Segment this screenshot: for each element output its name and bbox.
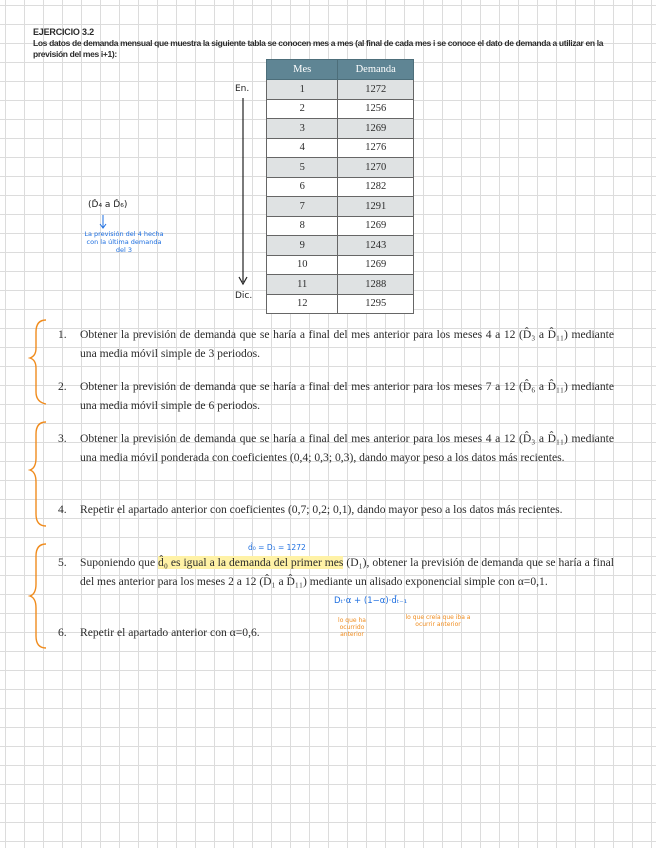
table-row	[267, 197, 414, 217]
question-text: Repetir el apartado anterior con coeficientes (0,7; 0,2; 0,1), dando mayor peso a los datos más recientes.	[80, 503, 563, 516]
down-arrow-icon	[236, 96, 250, 288]
exercise-title: EJERCICIO 3.2	[33, 27, 94, 37]
table-row	[267, 177, 414, 197]
table-header-row	[267, 60, 414, 80]
question-number: 4.	[58, 503, 67, 516]
exercise-header	[33, 27, 633, 59]
question-text	[80, 553, 614, 591]
annotation-dic: Dic.	[235, 291, 253, 301]
table-row	[267, 119, 414, 139]
month-cell: 2	[267, 99, 338, 119]
table-row	[267, 255, 414, 275]
annotation-orange-note-2: lo que creía que iba a ocurrir anterior	[405, 614, 471, 628]
month-cell: 6	[267, 177, 338, 197]
table-row	[267, 294, 414, 314]
demand-cell: 1282	[338, 177, 414, 197]
demand-cell: 1295	[338, 294, 414, 314]
demand-cell: 1276	[338, 138, 414, 158]
demand-cell: 1256	[338, 99, 414, 119]
question-text: Obtener la previsión de demanda que se haría a final del mes anterior para los meses 7 a 12 (D̂₆ a D̂₁₁) mediante una media móvil simple de 6 periodos.	[80, 380, 614, 412]
month-cell: 10	[267, 255, 338, 275]
question-item	[58, 623, 614, 642]
annotation-en: En.	[235, 84, 250, 94]
month-cell: 1	[267, 80, 338, 100]
question-text-post: (D₁), obtener la previsión de demanda que se haría a final del mes anterior para los meses 2 a 12 (D̂₁ a D̂₁₁) mediante un alisado exponencial simple con α=0,1.	[80, 556, 614, 588]
annotation-d0-eq: d̂₀ = D₁ = 1272	[248, 543, 306, 552]
exercise-intro: Los datos de demanda mensual que muestra la siguiente tabla se conocen mes a mes (al final de cada mes i se conoce el dato de demanda a utilizar en la previsión del mes i+1):	[33, 38, 604, 59]
month-cell: 7	[267, 197, 338, 217]
month-cell: 8	[267, 216, 338, 236]
annotation-orange-note-1: lo que ha ocurrido anterior	[338, 617, 366, 638]
table-row	[267, 216, 414, 236]
demand-cell: 1272	[338, 80, 414, 100]
month-cell: 12	[267, 294, 338, 314]
demand-cell: 1243	[338, 236, 414, 256]
demand-cell: 1270	[338, 158, 414, 178]
month-cell: 4	[267, 138, 338, 158]
small-down-arrow-icon	[98, 214, 108, 230]
month-cell: 3	[267, 119, 338, 139]
table-row	[267, 158, 414, 178]
demand-cell: 1269	[338, 255, 414, 275]
question-text: Obtener la previsión de demanda que se haría a final del mes anterior para los meses 4 a 12 (D̂₃ a D̂₁₁) mediante una media móvil simple de 3 periodos.	[80, 328, 614, 360]
question-number: 5.	[58, 556, 67, 569]
column-header-demanda: Demanda	[338, 60, 414, 80]
demand-table	[266, 59, 414, 314]
column-header-mes: Mes	[267, 60, 338, 80]
demand-cell: 1269	[338, 216, 414, 236]
bracket-group-icon	[28, 318, 50, 652]
question-text: Repetir el apartado anterior con α=0,6.	[80, 626, 260, 639]
table-row	[267, 99, 414, 119]
annotation-formula: Dₜ·α + (1−α)·d̂ₜ₋₁	[334, 596, 408, 606]
month-cell: 9	[267, 236, 338, 256]
question-text-pre: Suponiendo que	[80, 556, 159, 569]
question-item	[58, 325, 614, 363]
question-item	[58, 500, 614, 519]
table-row	[267, 80, 414, 100]
table-row	[267, 275, 414, 295]
question-item	[58, 429, 614, 467]
month-cell: 5	[267, 158, 338, 178]
table-row	[267, 236, 414, 256]
question-item	[58, 377, 614, 415]
question-number: 1.	[58, 328, 67, 341]
annotation-blue-note: La previsión del 4 hecha con la última demanda del 3	[84, 230, 164, 254]
table-row	[267, 138, 414, 158]
question-text: Obtener la previsión de demanda que se haría a final del mes anterior para los meses 4 a 12 (D̂₃ a D̂₁₁) mediante una media móvil ponderada con coeficientes (0,4; 0,3; 0,3), dando mayor peso a los datos más recientes.	[80, 432, 614, 464]
demand-cell: 1269	[338, 119, 414, 139]
highlighted-text: d̂₀ es igual a la demanda del primer mes	[158, 556, 344, 569]
demand-cell: 1291	[338, 197, 414, 217]
question-number: 6.	[58, 626, 67, 639]
question-item	[58, 553, 614, 591]
question-number: 3.	[58, 432, 67, 445]
demand-cell: 1288	[338, 275, 414, 295]
annotation-forecast-range: (D̂₄ a D̂₆)	[88, 200, 128, 210]
question-number: 2.	[58, 380, 67, 393]
month-cell: 11	[267, 275, 338, 295]
